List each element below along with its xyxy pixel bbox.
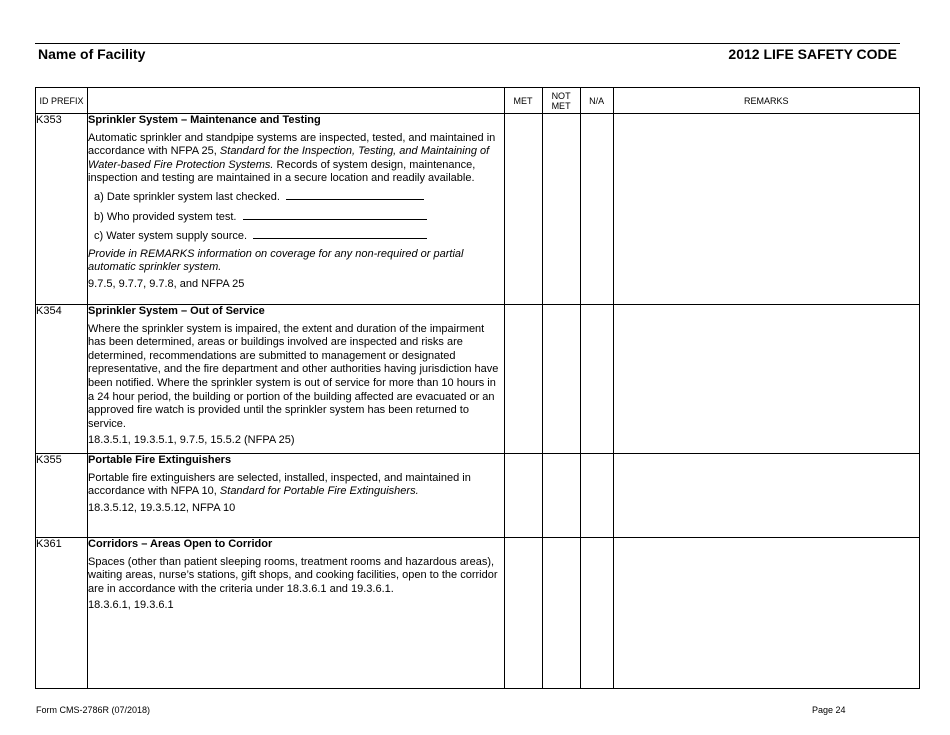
col-header-na: N/A bbox=[580, 88, 613, 114]
code-title: 2012 LIFE SAFETY CODE bbox=[728, 46, 897, 62]
row-id: K354 bbox=[36, 305, 88, 454]
row-title: Sprinkler System – Maintenance and Testing bbox=[88, 114, 321, 126]
not-met-cell[interactable] bbox=[542, 305, 580, 454]
col-header-id-prefix: ID PREFIX bbox=[36, 88, 88, 114]
row-title: Portable Fire Extinguishers bbox=[88, 454, 232, 466]
checklist-item-supply: c) Water system supply source. bbox=[88, 228, 503, 244]
checklist-item-date: a) Date sprinkler system last checked. bbox=[88, 189, 503, 205]
met-cell[interactable] bbox=[504, 538, 542, 689]
remarks-cell[interactable] bbox=[613, 305, 919, 454]
row-references: 9.7.5, 9.7.7, 9.7.8, and NFPA 25 bbox=[88, 277, 245, 290]
met-cell[interactable] bbox=[504, 305, 542, 454]
row-id: K361 bbox=[36, 538, 88, 689]
row-title: Sprinkler System – Out of Service bbox=[88, 305, 265, 317]
header-rule bbox=[35, 43, 900, 44]
not-met-cell[interactable] bbox=[542, 454, 580, 538]
row-body: Where the sprinkler system is impaired, the extent and duration of the impairment has been determined, areas or buildings involved are inspected and risks are determined, recommendations are submitted to management or designated representative, and the fire department and other authorities having jurisdiction have been notified. Where the sprinkler system is out of service for more than 10 hours in a 24 hour period, the building or portion of the building affected are evacuated or an approved fire watch is provided until the sprinkler system has been returned to service. bbox=[88, 322, 499, 430]
row-references: 18.3.5.12, 19.3.5.12, NFPA 10 bbox=[88, 501, 236, 514]
remarks-cell[interactable] bbox=[613, 538, 919, 689]
table-row bbox=[36, 454, 920, 538]
table-row bbox=[36, 305, 920, 454]
remarks-cell[interactable] bbox=[613, 454, 919, 538]
na-cell[interactable] bbox=[580, 538, 613, 689]
not-met-cell[interactable] bbox=[542, 114, 580, 305]
row-description bbox=[88, 305, 504, 454]
col-header-remarks: REMARKS bbox=[613, 88, 919, 114]
na-cell[interactable] bbox=[580, 305, 613, 454]
row-body: Portable fire extinguishers are selected, installed, inspected, and maintained in accordance with NFPA 10, Standard for Portable Fire Extinguishers. bbox=[88, 471, 471, 498]
row-note: Provide in REMARKS information on coverage for any non-required or partial automatic sprinkler system. bbox=[88, 247, 464, 274]
row-description bbox=[88, 538, 504, 689]
form-identifier: Form CMS-2786R (07/2018) bbox=[36, 705, 151, 715]
table-row bbox=[36, 114, 920, 305]
checklist-table bbox=[35, 87, 920, 689]
not-met-cell[interactable] bbox=[542, 538, 580, 689]
row-description bbox=[88, 454, 504, 538]
row-references: 18.3.6.1, 19.3.6.1 bbox=[88, 599, 174, 612]
row-id: K353 bbox=[36, 114, 88, 305]
row-body: Automatic sprinkler and standpipe systems are inspected, tested, and maintained in accordance with NFPA 25, Standard for the Inspection, Testing, and Maintaining of Water-based Fire Protection Systems. Records of system design, maintenance, inspection and testing are maintained in a secure location and readily available. bbox=[88, 131, 496, 185]
table-row bbox=[36, 538, 920, 689]
met-cell[interactable] bbox=[504, 114, 542, 305]
row-id: K355 bbox=[36, 454, 88, 538]
checklist-item-provider: b) Who provided system test. bbox=[88, 209, 503, 225]
col-header-not-met: NOT MET bbox=[542, 88, 580, 114]
page-number: Page 24 bbox=[812, 705, 846, 715]
facility-name-label: Name of Facility bbox=[38, 46, 146, 62]
na-cell[interactable] bbox=[580, 114, 613, 305]
row-description bbox=[88, 114, 504, 305]
row-references: 18.3.5.1, 19.3.5.1, 9.7.5, 15.5.2 (NFPA 25) bbox=[88, 434, 295, 447]
col-header-met: MET bbox=[504, 88, 542, 114]
table-header-row bbox=[36, 88, 920, 114]
remarks-cell[interactable] bbox=[613, 114, 919, 305]
row-title: Corridors – Areas Open to Corridor bbox=[88, 538, 273, 550]
row-body: Spaces (other than patient sleeping rooms, treatment rooms and hazardous areas), waiting areas, nurse’s stations, gift shops, and cooking facilities, open to the corridor are in accordance with the criteria under 18.3.6.1 and 19.3.6.1. bbox=[88, 555, 498, 595]
col-header-description bbox=[88, 88, 504, 114]
met-cell[interactable] bbox=[504, 454, 542, 538]
na-cell[interactable] bbox=[580, 454, 613, 538]
